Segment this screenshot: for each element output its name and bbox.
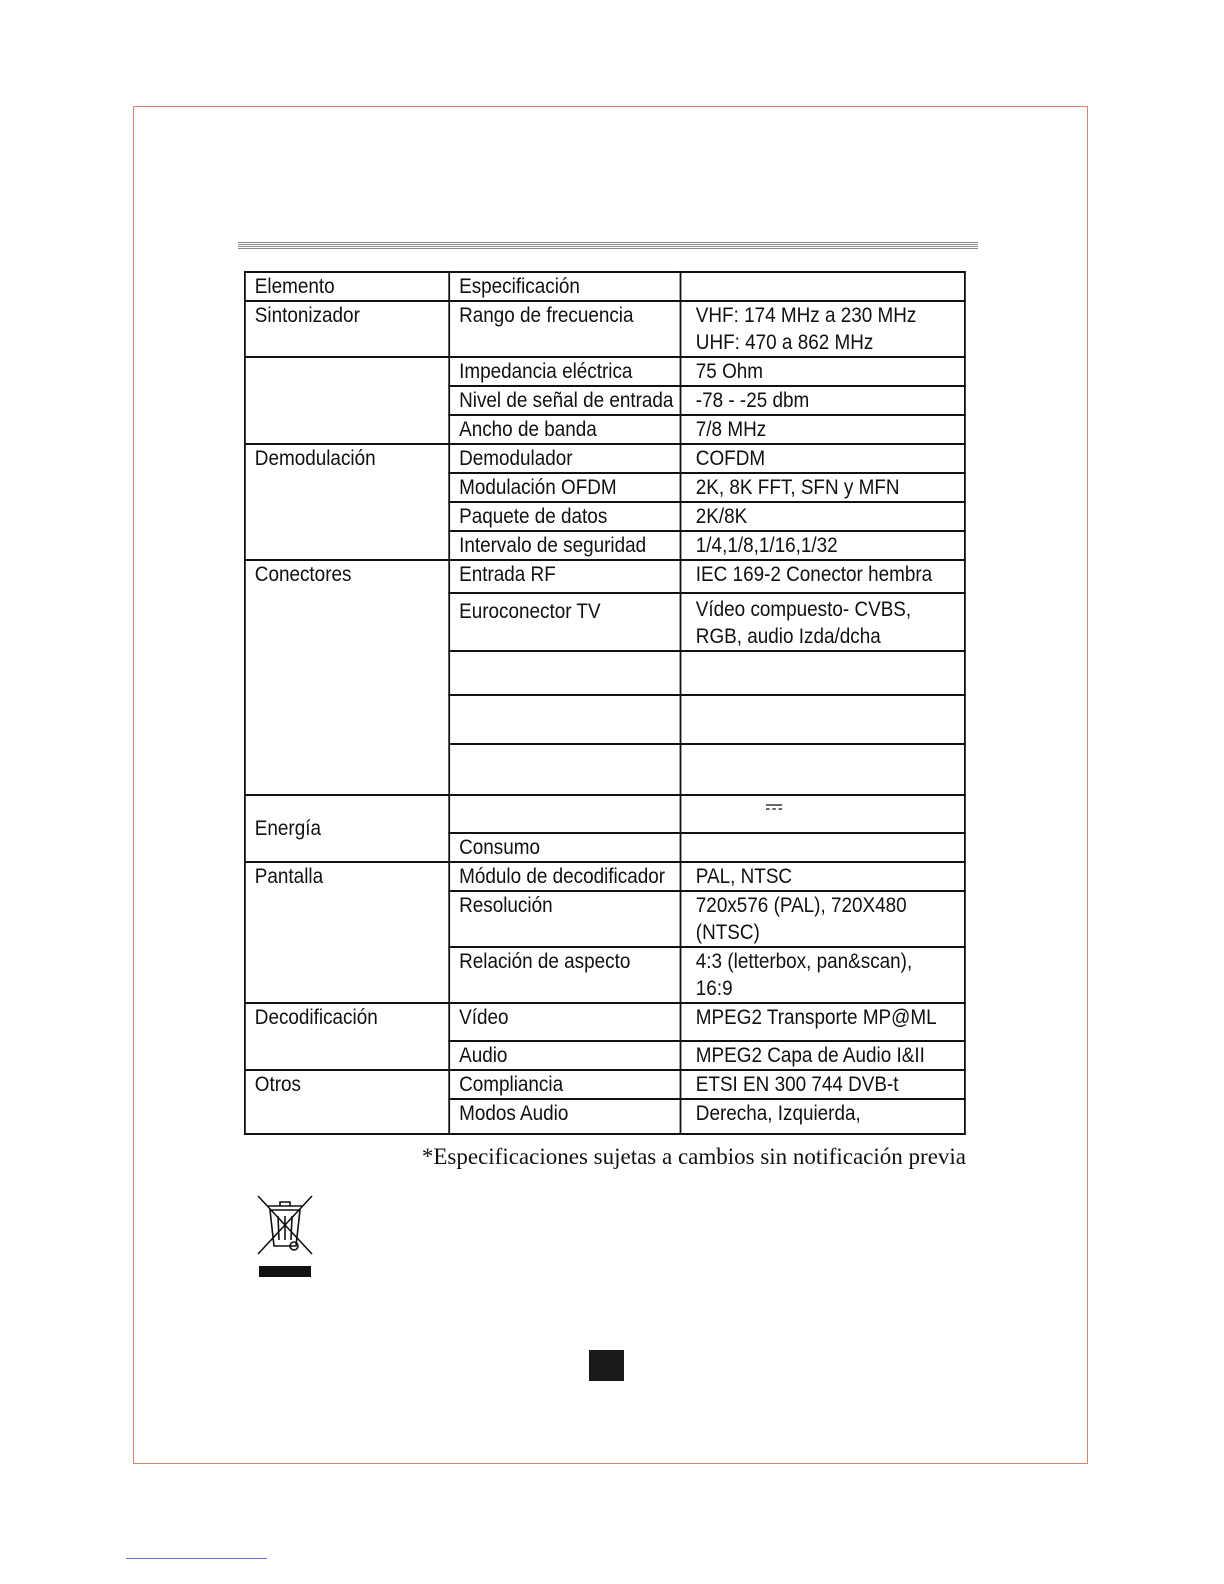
section-label-decodificacion: Decodificación — [245, 1003, 449, 1070]
spec-value: 2K/8K — [681, 502, 965, 531]
spec-name: Intervalo de seguridad — [449, 531, 680, 560]
header-elemento: Elemento — [245, 272, 449, 301]
spec-value: COFDM — [681, 444, 965, 473]
spec-value-line: UHF: 470 a 862 MHz — [695, 331, 874, 354]
empty-cell — [449, 651, 680, 695]
spec-name: Vídeo — [449, 1003, 680, 1041]
spec-value: 1/4,1/8,1/16,1/32 — [681, 531, 965, 560]
section-label-pantalla: Pantalla — [245, 862, 449, 1003]
table-row — [245, 357, 965, 386]
empty-cell — [681, 833, 965, 862]
empty-cell — [449, 795, 680, 833]
header-rule — [238, 242, 978, 250]
spec-name: Ancho de banda — [449, 415, 680, 444]
spec-value: PAL, NTSC — [681, 862, 965, 891]
header-especificacion: Especificación — [449, 272, 680, 301]
spec-name: Nivel de señal de entrada — [449, 386, 680, 415]
crossed-out-wheelie-bin-icon — [254, 1192, 316, 1280]
table-row — [245, 795, 965, 833]
spec-value-line: 16:9 — [695, 977, 733, 1000]
empty-cell — [681, 695, 965, 744]
footnote: *Especificaciones sujetas a cambios sin notificación previa — [421, 1144, 966, 1169]
spec-value — [681, 891, 965, 947]
empty-cell — [681, 651, 965, 695]
direct-current-symbol-icon — [766, 804, 782, 812]
table-row — [245, 1003, 965, 1041]
spec-value: MPEG2 Capa de Audio I&II — [681, 1041, 965, 1070]
spec-name: Entrada RF — [449, 560, 680, 593]
spec-value-line: VHF: 174 MHz a 230 MHz — [695, 304, 917, 327]
table-row — [245, 560, 965, 593]
spec-value — [681, 947, 965, 1003]
spec-name: Modulación OFDM — [449, 473, 680, 502]
section-label-conectores: Conectores — [245, 560, 449, 795]
spec-value: ETSI EN 300 744 DVB-t — [681, 1070, 965, 1099]
spec-value-line: 4:3 (letterbox, pan&scan), — [695, 950, 913, 973]
spec-name: Euroconector TV — [449, 593, 680, 651]
table-row — [245, 1070, 965, 1099]
spec-value — [681, 301, 965, 357]
spec-value: 2K, 8K FFT, SFN y MFN — [681, 473, 965, 502]
table-header-row — [245, 272, 965, 301]
bottom-link-underline — [126, 1558, 267, 1559]
header-value — [681, 272, 965, 301]
section-label-energia: Energía — [245, 795, 449, 862]
spec-value: 75 Ohm — [681, 357, 965, 386]
spec-name: Paquete de datos — [449, 502, 680, 531]
spec-value: IEC 169-2 Conector hembra — [681, 560, 965, 593]
spec-name: Impedancia eléctrica — [449, 357, 680, 386]
spec-value: Derecha, Izquierda, — [681, 1099, 965, 1134]
spec-name: Relación de aspecto — [449, 947, 680, 1003]
spec-value — [681, 795, 965, 833]
section-label-otros: Otros — [245, 1070, 449, 1134]
spec-value: -78 - -25 dbm — [681, 386, 965, 415]
table-row — [245, 862, 965, 891]
spec-name: Resolución — [449, 891, 680, 947]
section-label-demodulacion: Demodulación — [245, 444, 449, 560]
empty-cell — [681, 744, 965, 795]
spec-value — [681, 593, 965, 651]
table-row — [245, 444, 965, 473]
specifications-table — [244, 271, 966, 1135]
spec-name: Demodulador — [449, 444, 680, 473]
section-label-sintonizador: Sintonizador — [245, 301, 449, 357]
spec-value-line: Vídeo compuesto- CVBS, — [695, 598, 912, 621]
spec-name: Consumo — [449, 833, 680, 862]
table-row — [245, 301, 965, 357]
spec-name: Compliancia — [449, 1070, 680, 1099]
spec-name: Módulo de decodificador — [449, 862, 680, 891]
empty-cell — [449, 744, 680, 795]
spec-value-line: RGB, audio Izda/dcha — [695, 625, 881, 648]
page-number-badge — [589, 1350, 624, 1381]
spec-value-line: (NTSC) — [695, 921, 760, 944]
spec-name: Audio — [449, 1041, 680, 1070]
spec-value: MPEG2 Transporte MP@ML — [681, 1003, 965, 1041]
spec-value-line: 720x576 (PAL), 720X480 — [695, 894, 907, 917]
spec-name: Rango de frecuencia — [449, 301, 680, 357]
empty-cell — [449, 695, 680, 744]
spec-name: Modos Audio — [449, 1099, 680, 1134]
spec-value: 7/8 MHz — [681, 415, 965, 444]
section-label-empty — [245, 357, 449, 444]
